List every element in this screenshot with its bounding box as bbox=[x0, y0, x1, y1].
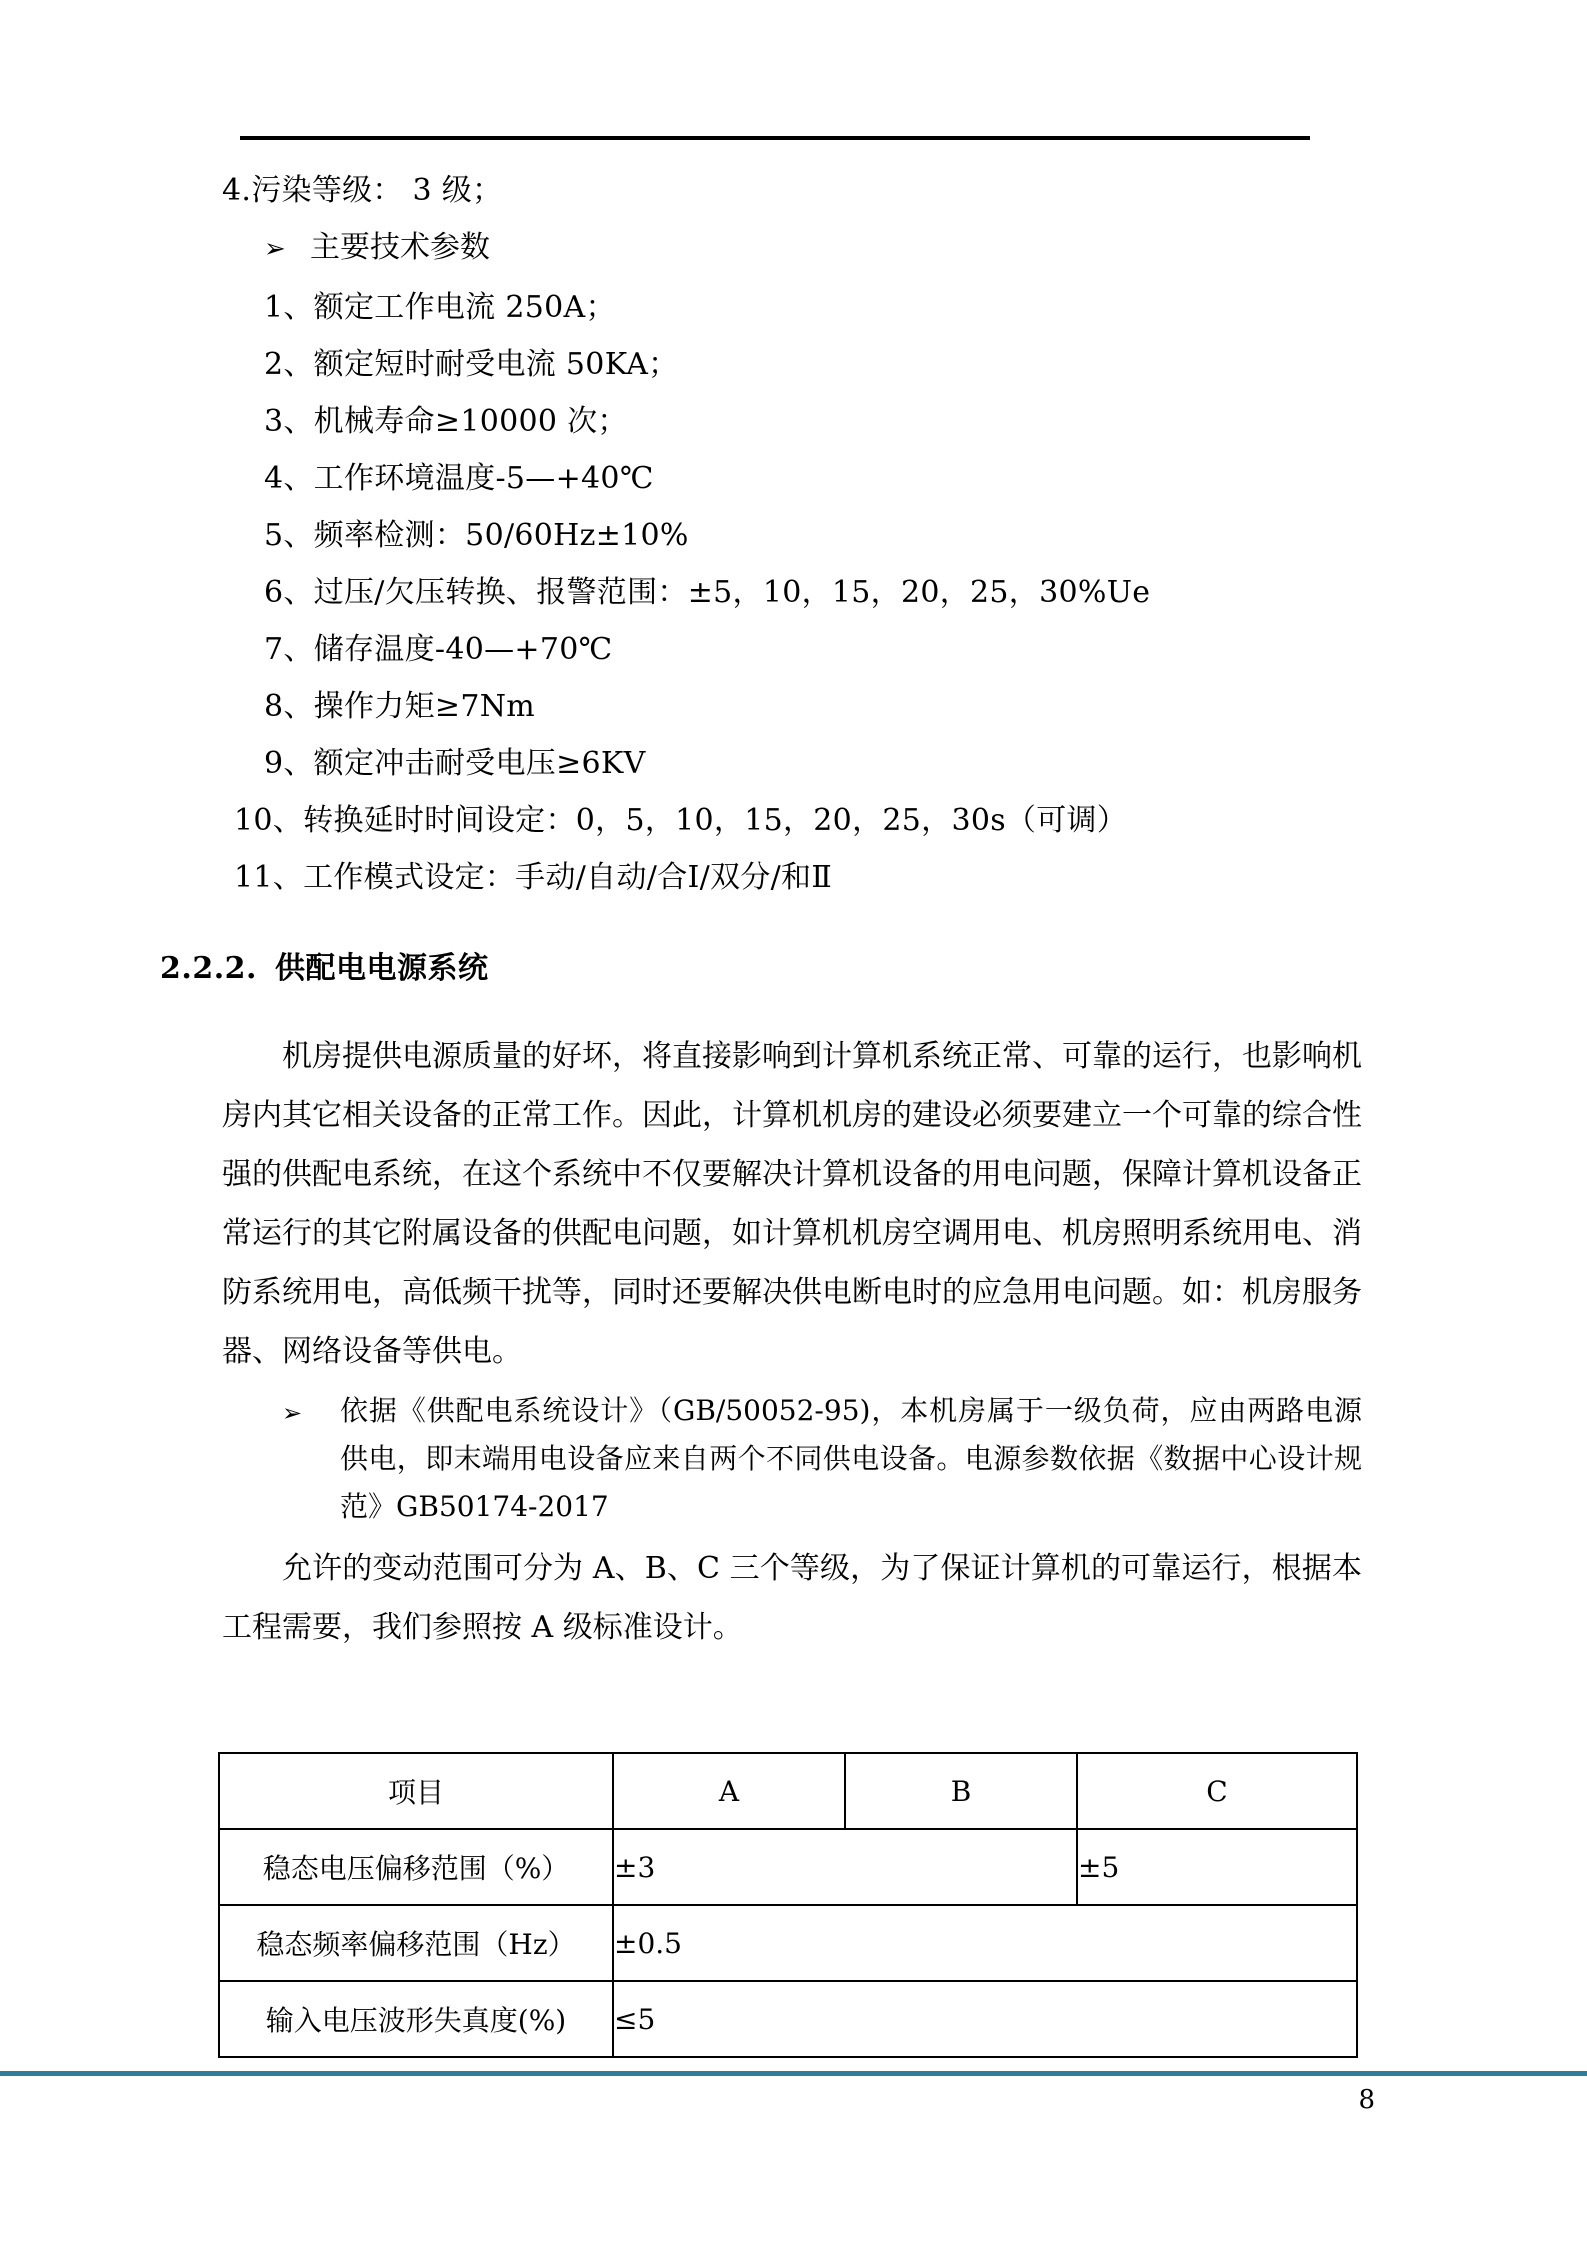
table-row bbox=[219, 1905, 1357, 1981]
table-cell-item-waveform-distortion: 输入电压波形失真度(%) bbox=[219, 1981, 613, 2057]
table-header-item: 项目 bbox=[219, 1753, 613, 1829]
reference-bullet-block bbox=[222, 1387, 1362, 1531]
table-row bbox=[219, 1981, 1357, 2057]
arrow-right-icon: ➢ bbox=[282, 1399, 303, 1427]
table-row bbox=[219, 1829, 1357, 1905]
section-title: 供配电电源系统 bbox=[274, 951, 489, 986]
body-paragraph-1: 机房提供电源质量的好坏，将直接影响到计算机系统正常、可靠的运行，也影响机房内其它相关设备的正常工作。因此，计算机机房的建设必须要建立一个可靠的综合性强的供配电系统，在这个系统中不仅要解决计算机设备的用电问题，保障计算机设备正常运行的其它附属设备的供配电问题，如计算机机房空调用电、机房照明系统用电、消防系统用电，高低频干扰等，同时还要解决供电断电时的应急用电问题。如：机房服务器、网络设备等供电。 bbox=[222, 1039, 1362, 1369]
table-cell-item-frequency-deviation: 稳态频率偏移范围（Hz） bbox=[219, 1905, 613, 1981]
footer-rule bbox=[0, 2071, 1587, 2076]
table-header-c: C bbox=[1077, 1753, 1357, 1829]
spec-item-7: 7、储存温度-40—+70℃ bbox=[264, 632, 613, 667]
reference-bullet-text: 依据《供配电系统设计》（GB/50052-95)，本机房属于一级负荷，应由两路电源供电，即末端用电设备应来自两个不同供电设备。电源参数依据《数据中心设计规范》GB50174-2017 bbox=[340, 1394, 1362, 1523]
spec-params-heading-line bbox=[222, 230, 1362, 265]
table-cell-frequency-deviation-value: ±0.5 bbox=[613, 1905, 1357, 1981]
arrow-right-icon: ➢ bbox=[264, 234, 286, 264]
table-cell-voltage-deviation-ab: ±3 bbox=[613, 1829, 1077, 1905]
table-header-a: A bbox=[613, 1753, 845, 1829]
spec-item-1: 1、额定工作电流 250A； bbox=[264, 290, 616, 325]
spec-item-10: 10、转换延时时间设定：0，5，10，15，20，25，30s（可调） bbox=[234, 803, 1128, 838]
spec-item-8: 8、操作力矩≥7Nm bbox=[264, 689, 536, 724]
spec-item-4: 4、工作环境温度-5—+40℃ bbox=[264, 461, 654, 496]
power-quality-table bbox=[218, 1752, 1358, 2058]
table-cell-voltage-deviation-c: ±5 bbox=[1077, 1829, 1357, 1905]
table-cell-item-voltage-deviation: 稳态电压偏移范围（%） bbox=[219, 1829, 613, 1905]
table-cell-waveform-distortion-value: ≤5 bbox=[613, 1981, 1357, 2057]
section-number: 2.2.2. bbox=[160, 951, 257, 986]
spec-params-heading-label: 主要技术参数 bbox=[310, 230, 490, 265]
spec-item-5: 5、频率检测：50/60Hz±10% bbox=[264, 518, 689, 553]
spec-item-11: 11、工作模式设定：手动/自动/合Ⅰ/双分/和Ⅱ bbox=[234, 860, 833, 895]
table-header-b: B bbox=[845, 1753, 1077, 1829]
spec-item-2: 2、额定短时耐受电流 50KA； bbox=[264, 347, 679, 382]
page-number: 8 bbox=[1358, 2085, 1375, 2115]
spec-item-3: 3、机械寿命≥10000 次； bbox=[264, 404, 628, 439]
body-paragraph-2: 允许的变动范围可分为 A、B、C 三个等级，为了保证计算机的可靠运行，根据本工程需要，我们参照按 A 级标准设计。 bbox=[222, 1551, 1362, 1645]
section-heading bbox=[160, 943, 1362, 987]
spec-item-9: 9、额定冲击耐受电压≥6KV bbox=[264, 746, 646, 781]
spec-item-6: 6、过压/欠压转换、报警范围：±5，10，15，20，25，30%Ue bbox=[264, 575, 1151, 610]
spec-pollution-level: 4.污染等级： 3 级； bbox=[222, 173, 503, 208]
page-content bbox=[160, 173, 1362, 1657]
table-header-row bbox=[219, 1753, 1357, 1829]
header-rule bbox=[240, 136, 1310, 140]
